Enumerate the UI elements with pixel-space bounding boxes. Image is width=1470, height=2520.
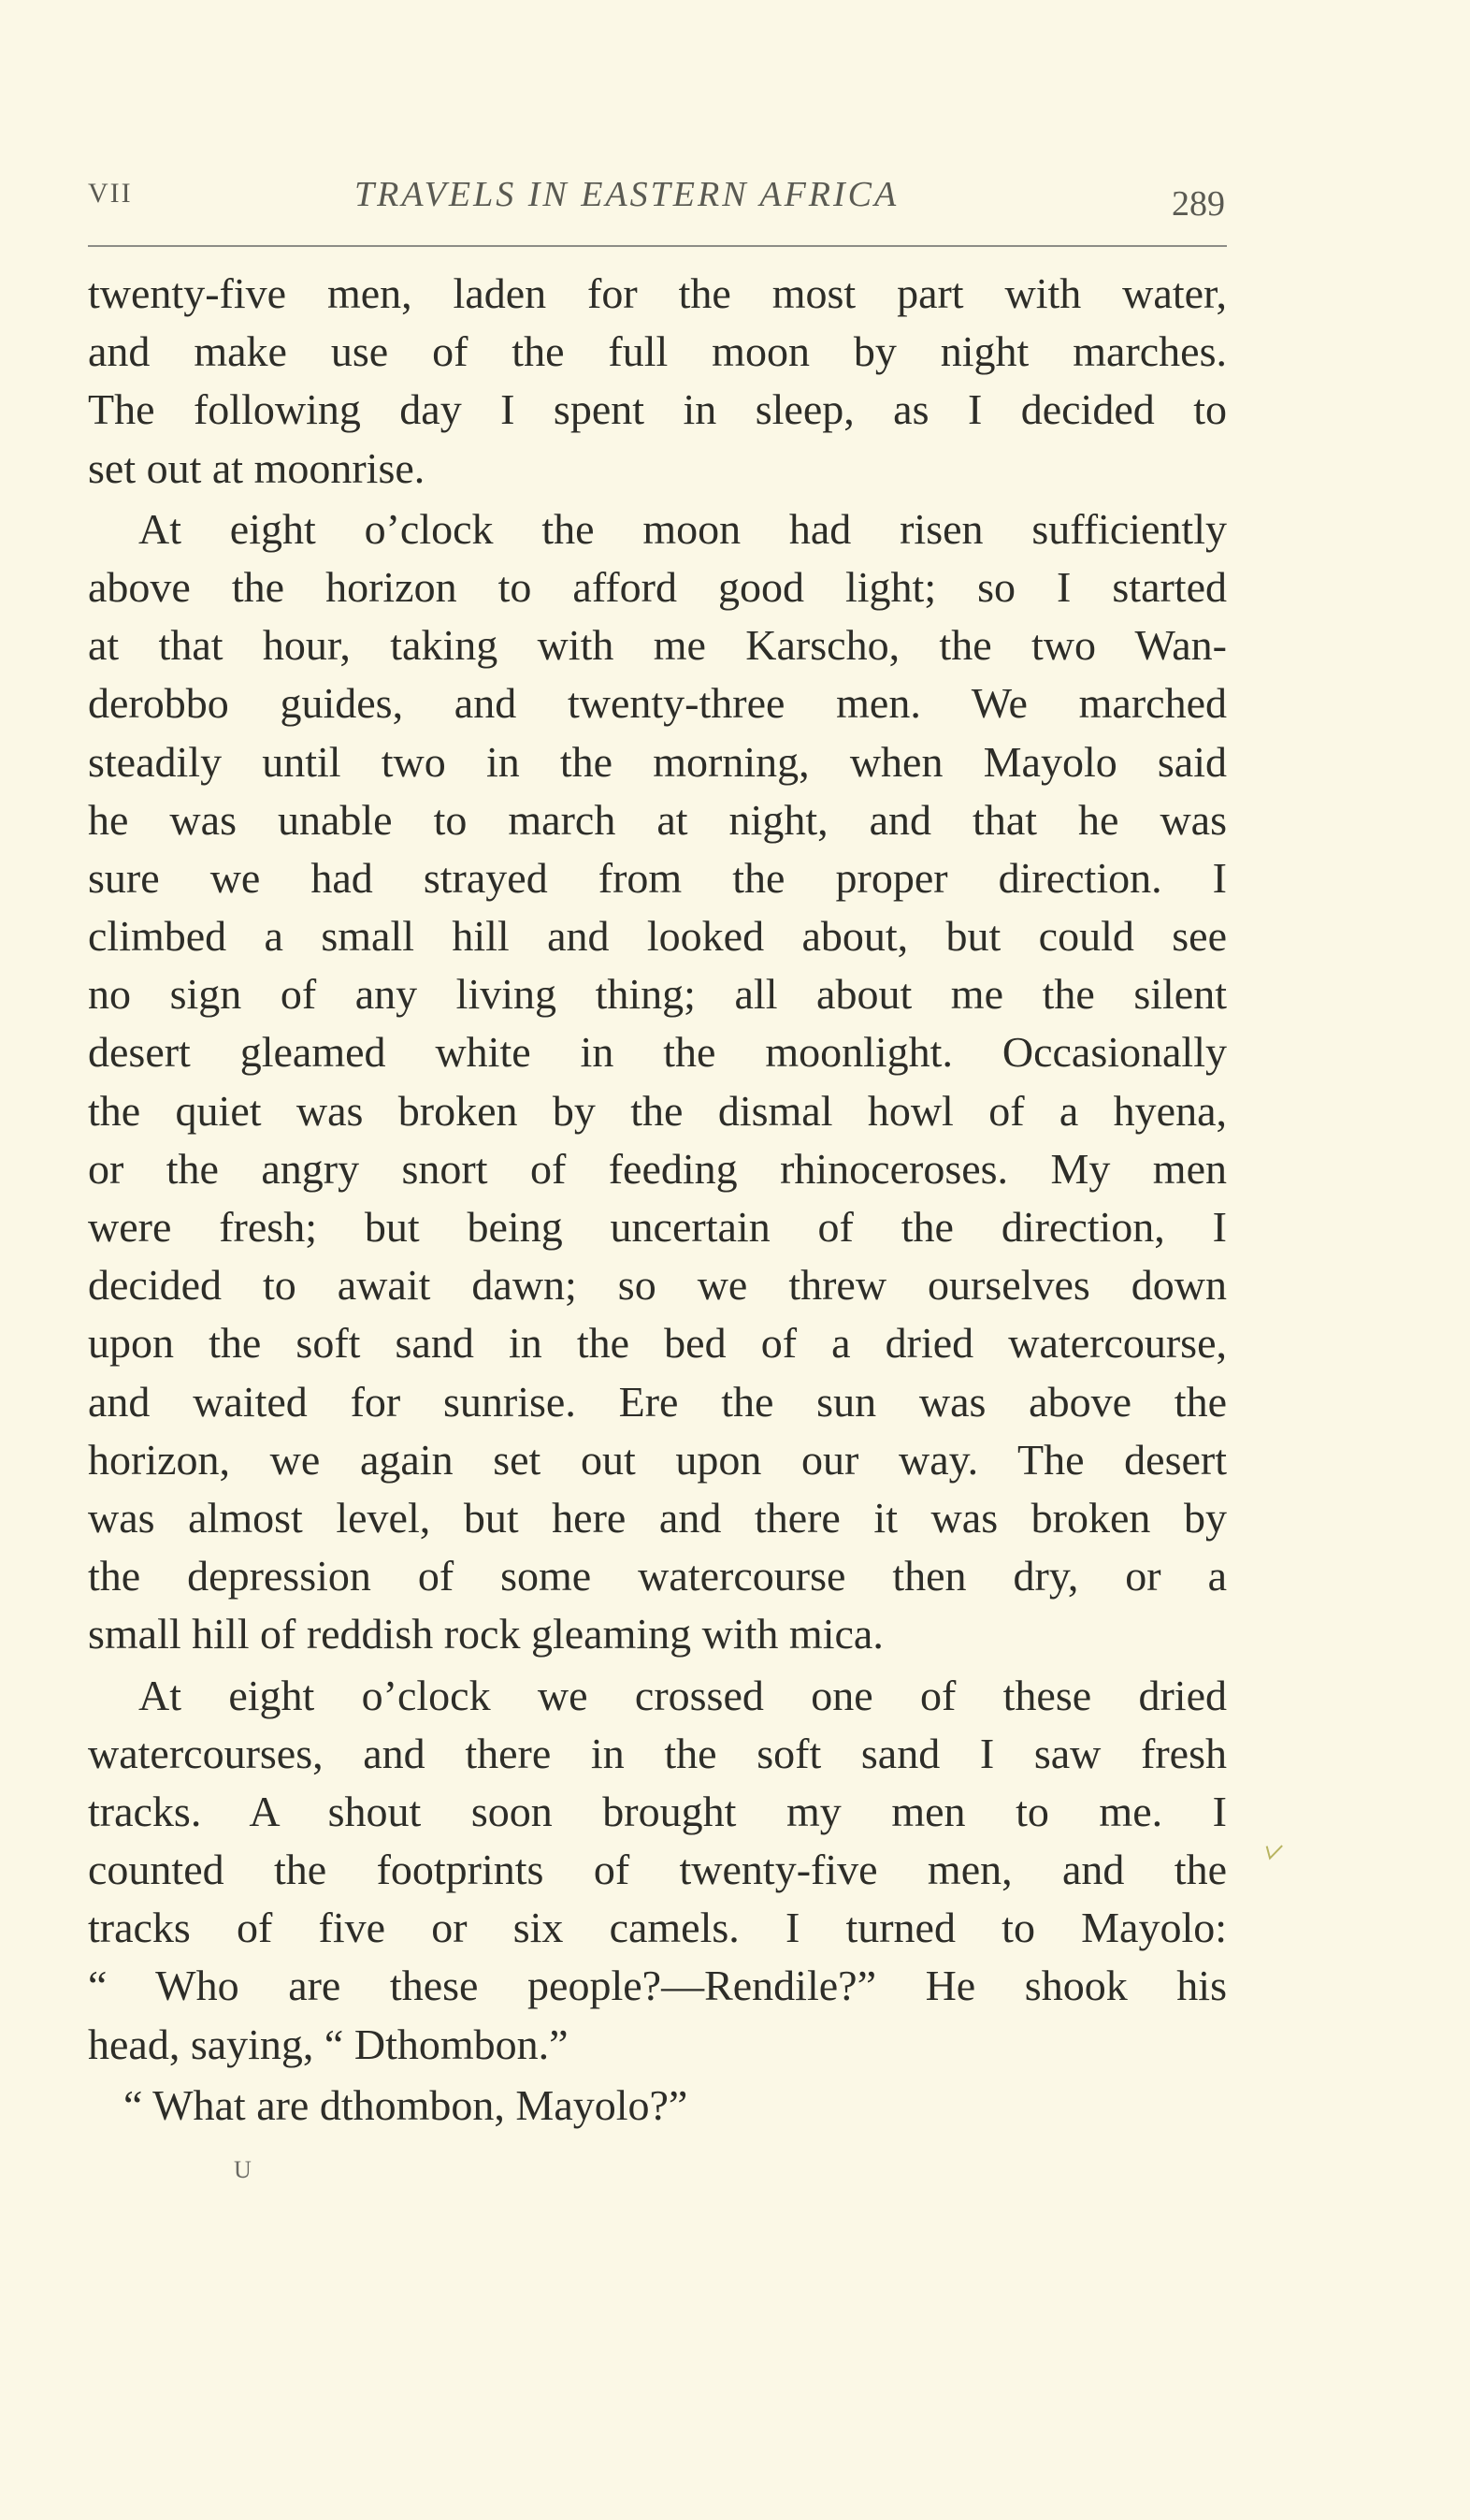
running-title: TRAVELS IN EASTERN AFRICA <box>354 175 900 214</box>
text-line: horizon, we again set out upon our way. The desert <box>88 1435 1227 1484</box>
body-text <box>88 265 1227 2135</box>
text-line: tracks of five or six camels. I turned to Mayolo: <box>88 1904 1227 1952</box>
text-line: or the angry snort of feeding rhinoceroses. My men <box>88 1144 1227 1193</box>
text-line: twenty-five men, laden for the most part with water, <box>88 269 1227 317</box>
text-line: tracks. A shout soon brought my men to me. I <box>88 1787 1227 1835</box>
paragraph <box>88 265 1227 498</box>
text-line: “ What are dthombon, Mayolo?” <box>123 2080 688 2129</box>
text-line: small hill of reddish rock gleaming with mica. <box>88 1610 884 1658</box>
text-line: upon the soft sand in the bed of a dried watercourse, <box>88 1319 1227 1368</box>
text-line: and waited for sunrise. Ere the sun was above the <box>88 1377 1227 1426</box>
paragraph <box>88 1667 1227 2074</box>
text-line: The following day I spent in sleep, as I decided to <box>88 385 1227 434</box>
header-rule <box>88 245 1227 247</box>
text-line: above the horizon to afford good light; so I started <box>88 562 1227 611</box>
text-line: head, saying, “ Dthombon.” <box>88 2020 569 2068</box>
text-line: steadily until two in the morning, when Mayolo said <box>88 737 1227 786</box>
text-line: and make use of the full moon by night marches. <box>88 327 1227 376</box>
text-line: watercourses, and there in the soft sand I saw fresh <box>88 1729 1227 1777</box>
text-line: the depression of some watercourse then dry, or a <box>88 1552 1227 1600</box>
text-line: At eight o’clock we crossed one of these dried <box>138 1671 1227 1719</box>
chapter-number: VII <box>88 178 133 209</box>
text-line: decided to await dawn; so we threw ourselves down <box>88 1261 1227 1310</box>
text-line: no sign of any living thing; all about me the silent <box>88 970 1227 1019</box>
text-line: was almost level, but here and there it was broken by <box>88 1493 1227 1542</box>
text-line: the quiet was broken by the dismal howl of a hyena, <box>88 1086 1227 1135</box>
text-line: he was unable to march at night, and that he was <box>88 795 1227 844</box>
paragraph <box>88 2077 1227 2135</box>
text-line: counted the footprints of twenty-five men, and the <box>88 1846 1227 1894</box>
running-head <box>88 174 1225 230</box>
text-line: sure we had strayed from the proper direction. I <box>88 853 1227 902</box>
text-line: “ Who are these people?—Rendile?” He shook his <box>88 1962 1227 2010</box>
text-line: at that hour, taking with me Karscho, the two Wan- <box>88 621 1227 670</box>
check-mark-icon <box>1261 1840 1284 1870</box>
paragraph <box>88 500 1227 1664</box>
pencil-check-mark <box>1259 1839 1284 1877</box>
text-line: desert gleamed white in the moonlight. Occasionally <box>88 1028 1227 1077</box>
text-line: set out at moonrise. <box>88 443 425 492</box>
text-line: climbed a small hill and looked about, but could see <box>88 912 1227 961</box>
text-line: At eight o’clock the moon had risen sufficiently <box>138 504 1227 553</box>
text-line: derobbo guides, and twenty-three men. We marched <box>88 679 1227 728</box>
text-line: were fresh; but being uncertain of the direction, I <box>88 1203 1227 1251</box>
page-number: 289 <box>1172 184 1225 224</box>
signature-mark: U <box>234 2156 252 2183</box>
